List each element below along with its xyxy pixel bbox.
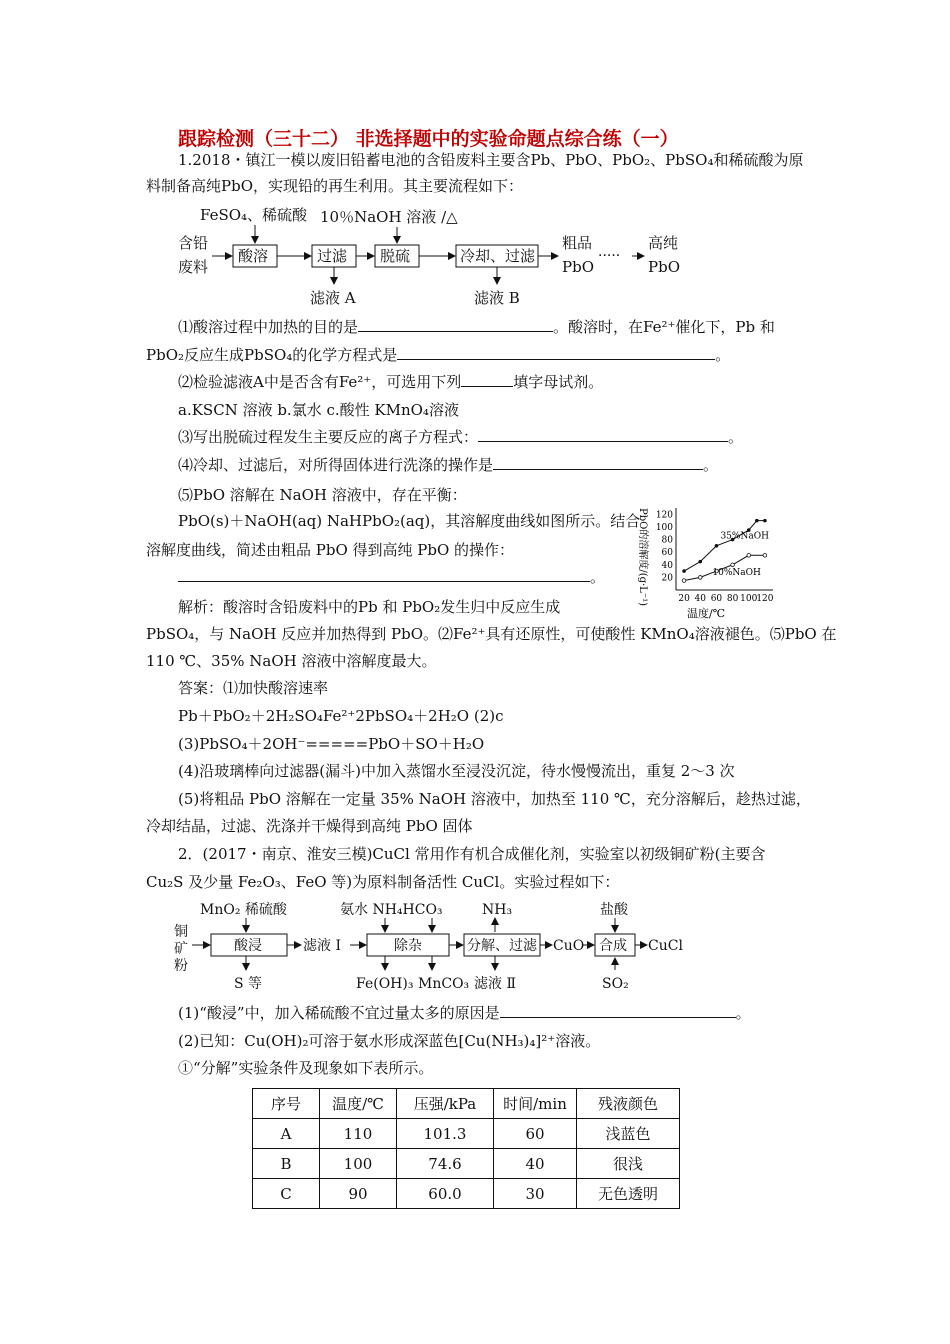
table-cell: C — [253, 1179, 320, 1209]
decomposition-table — [252, 1088, 680, 1209]
chart-point — [747, 554, 751, 558]
q2-flow-diagram — [170, 898, 730, 998]
q2-part1-line — [178, 1003, 751, 1023]
table-cell: 101.3 — [397, 1119, 494, 1149]
table-header-row — [253, 1089, 680, 1119]
q1-intro-line2: 料制备高纯PbO，实现铅的再生利用。其主要流程如下： — [146, 177, 523, 195]
q1-solution-line2: PbSO₄，与 NaOH 反应并加热得到 PbO。⑵Fe²⁺具有还原性，可使酸性 KMnO₄溶液褪色。⑸PbO 在 — [146, 625, 837, 643]
chart-x-tick-label: 40 — [694, 594, 706, 604]
q1-flow-filtrate-a: 滤液 A — [310, 289, 356, 307]
q2-flow-reagent-3: NH₃ — [482, 902, 513, 918]
q1-flow-raw-1: 含铅 — [178, 234, 209, 252]
chart-point — [698, 560, 702, 564]
chart-y-tick-label: 40 — [661, 560, 673, 571]
q1-part2-line — [178, 372, 603, 392]
chart-point — [763, 519, 767, 523]
q1-part5-line4 — [178, 567, 605, 587]
chart-y-tick-label: 60 — [661, 548, 673, 559]
q1-flow-filtrate-b: 滤液 B — [474, 289, 520, 307]
table-row — [253, 1119, 680, 1149]
q1-part4-text-a: ⑷冷却、过滤后，对所得固体进行洗涤的操作是 — [178, 456, 494, 474]
q2-flow-step-1: 酸浸 — [234, 938, 262, 954]
q1-part4-line — [178, 455, 718, 475]
q1-flow-crude-1: 粗品 — [562, 234, 593, 252]
q1-part5-line2: PbO(s)＋NaOH(aq) NaHPbO₂(aq)，其溶解度曲线如图所示。结合 — [178, 512, 641, 530]
chart-point — [763, 554, 767, 558]
chart-y-tick-label: 20 — [661, 573, 673, 584]
q1-part3-text-b: 。 — [728, 428, 744, 446]
table-cell: 60 — [494, 1119, 577, 1149]
q1-answer-5b: 冷却结晶，过滤、洗涤并干燥得到高纯 PbO 固体 — [146, 817, 473, 835]
q1-part2-text-b: 填字母试剂。 — [513, 373, 604, 391]
q1-flow-pure-2: PbO — [648, 258, 680, 276]
table-cell: 40 — [494, 1149, 577, 1179]
q1-flow-pure-1: 高纯 — [648, 234, 679, 252]
q1-part1-text-b: 。酸溶时，在Fe²⁺催化下，Pb 和 — [553, 318, 775, 336]
chart-y-tick-label: 120 — [655, 510, 673, 521]
q2-part2-sub1: ①“分解”实验条件及现象如下表所示。 — [178, 1059, 434, 1077]
table-cell: 无色透明 — [577, 1179, 680, 1209]
table-row — [253, 1149, 680, 1179]
solubility-chart — [628, 502, 778, 620]
q2-flow-filtrate-1: 滤液 Ⅰ — [303, 938, 341, 954]
table-cell: B — [253, 1149, 320, 1179]
table-header-cell: 序号 — [253, 1089, 320, 1119]
q1-flow-step-1: 酸溶 — [238, 247, 269, 265]
q1-part1-line2 — [146, 345, 730, 365]
q2-flow-step-2: 除杂 — [394, 938, 422, 954]
chart-x-label: 温度/℃ — [686, 607, 726, 620]
table-cell: 90 — [320, 1179, 397, 1209]
chart-x-tick-label: 20 — [678, 594, 690, 604]
chart-point — [755, 519, 759, 523]
q1-answer-1: Pb＋PbO₂＋2H₂SO₄Fe²⁺2PbSO₄＋2H₂O (2)c — [178, 707, 504, 725]
table-cell: 浅蓝色 — [577, 1119, 680, 1149]
q1-part3-line — [178, 427, 743, 447]
page-title: 跟踪检测（三十二） 非选择题中的实验命题点综合练（一） — [178, 128, 679, 150]
q2-flow-so2: SO₂ — [602, 976, 629, 992]
q1-part5-text-d: 。 — [590, 568, 606, 586]
q1-flow-raw-2: 废料 — [178, 258, 209, 276]
chart-x-tick-label: 60 — [710, 594, 723, 604]
table-cell: 74.6 — [397, 1149, 494, 1179]
q1-solution-line1: 解析：酸溶时含铅废料中的Pb 和 PbO₂发生归中反应生成 — [178, 598, 561, 616]
q2-flow-reagent-2: 氨水 NH₄HCO₃ — [340, 902, 443, 918]
chart-x-tick-label: 120 — [756, 594, 774, 604]
q2-flow-reagent-1: MnO₂ 稀硫酸 — [200, 902, 287, 918]
q1-part5-blank[interactable] — [178, 567, 590, 582]
table-cell: 30 — [494, 1179, 577, 1209]
q2-flow-product: CuCl — [648, 938, 683, 954]
q1-part5-line1: ⑸PbO 溶解在 NaOH 溶液中，存在平衡： — [178, 486, 467, 504]
q2-flow-filtrate-2: 滤液 Ⅱ — [474, 976, 516, 992]
chart-point — [731, 563, 735, 567]
q1-answer-4: (4)沿玻璃棒向过滤器(漏斗)中加入蒸馏水至浸没沉淀，待水慢慢流出，重复 2～3 次 — [178, 762, 735, 780]
q1-flow-diagram — [170, 200, 730, 315]
chart-point — [682, 579, 686, 583]
table-row — [253, 1179, 680, 1209]
q2-part2-line: (2)已知：Cu(OH)₂可溶于氨水形成深蓝色[Cu(NH₃)₄]²⁺溶液。 — [178, 1032, 601, 1050]
table-header-cell: 残液颜色 — [577, 1089, 680, 1119]
q1-answer-header: 答案：⑴加快酸溶速率 — [178, 679, 329, 697]
q1-part5-line3: 溶解度曲线，简述由粗品 PbO 得到高纯 PbO 的操作： — [146, 541, 515, 559]
table-cell: A — [253, 1119, 320, 1149]
q1-answer-5a: (5)将粗品 PbO 溶解在一定量 35% NaOH 溶液中，加热至 110 ℃，充分溶解后，趁热过滤， — [178, 790, 811, 808]
q2-flow-reagent-4: 盐酸 — [600, 902, 628, 918]
q1-intro-line1: 1.2018・镇江一模以废旧铅蓄电池的含铅废料主要含Pb、PbO、PbO₂、PbSO₄和稀硫酸为原 — [178, 151, 804, 169]
q1-flow-reagent-1: FeSO₄、稀硫酸 — [200, 206, 308, 224]
q1-flow-crude-2: PbO — [562, 258, 594, 276]
q1-part1-line1 — [178, 317, 775, 337]
chart-point — [698, 576, 702, 580]
table-cell: 60.0 — [397, 1179, 494, 1209]
chart-series-line — [684, 521, 765, 571]
q1-part1-text-c: PbO₂反应生成PbSO₄的化学方程式是 — [146, 346, 398, 364]
q1-solution-line3: 110 ℃、35% NaOH 溶液中溶解度最大。 — [146, 652, 437, 670]
chart-x-tick-label: 80 — [726, 594, 739, 604]
q2-intro-line2: Cu₂S 及少量 Fe₂O₃、FeO 等)为原料制备活性 CuCl。实验过程如下： — [146, 873, 620, 891]
q2-flow-byproduct-1: S 等 — [234, 976, 263, 992]
table-cell: 100 — [320, 1149, 397, 1179]
q1-flow-step-4: 冷却、过滤 — [460, 247, 536, 265]
q1-part1-text-d: 。 — [715, 346, 731, 364]
chart-series-label: 35%NaOH — [720, 531, 769, 542]
q1-part3-blank[interactable] — [478, 427, 728, 442]
q1-part1-text-a: ⑴酸溶过程中加热的目的是 — [178, 318, 359, 336]
q1-flow-dots: ····· — [598, 248, 621, 264]
q1-part1-blank-1[interactable] — [358, 317, 553, 332]
q1-part2-options: a.KSCN 溶液 b.氯水 c.酸性 KMnO₄溶液 — [178, 401, 459, 419]
q1-part2-text-a: ⑵检验滤液A中是否含有Fe²⁺，可选用下列 — [178, 373, 462, 391]
q1-part1-blank-2[interactable] — [397, 345, 715, 360]
q1-flow-step-2: 过滤 — [317, 247, 348, 265]
q1-answer-3: (3)PbSO₄＋2OH⁻=====PbO＋SO＋H₂O — [178, 735, 485, 753]
q2-flow-cuo: CuO — [553, 938, 585, 954]
q1-flow-step-3: 脱硫 — [380, 247, 411, 265]
chart-y-label: PbO的溶解度/(g·L⁻¹) — [637, 508, 648, 607]
q1-part3-text-a: ⑶写出脱硫过程发生主要反应的离子方程式： — [178, 428, 479, 446]
q2-flow-raw-1: 铜 — [174, 924, 188, 940]
table-cell: 很浅 — [577, 1149, 680, 1179]
q2-part1-blank[interactable] — [500, 1003, 736, 1018]
chart-x-tick-label: 100 — [740, 594, 758, 604]
chart-series-label: 10%NaOH — [712, 567, 761, 578]
q2-flow-byproduct-3: MnCO₃ — [418, 976, 470, 992]
chart-y-tick-label: 80 — [661, 535, 673, 546]
chart-point — [715, 544, 719, 548]
q2-intro-line1: 2．(2017・南京、淮安三模)CuCl 常用作有机合成催化剂，实验室以初级铜矿粉(主要含 — [178, 845, 766, 863]
table-header-cell: 压强/kPa — [397, 1089, 494, 1119]
q1-part2-blank[interactable] — [461, 372, 513, 387]
table-header-cell: 时间/min — [494, 1089, 577, 1119]
q2-flow-step-3: 分解、过滤 — [467, 938, 537, 954]
q2-flow-raw-2: 矿 — [174, 941, 188, 957]
q2-flow-byproduct-2: Fe(OH)₃ — [356, 976, 414, 992]
table-cell: 110 — [320, 1119, 397, 1149]
q2-part1-text-b: 。 — [735, 1004, 751, 1022]
q2-flow-raw-3: 粉 — [174, 958, 188, 974]
q2-part1-text-a: (1)“酸浸”中，加入稀硫酸不宜过量太多的原因是 — [178, 1004, 500, 1022]
table-header-cell: 温度/℃ — [320, 1089, 397, 1119]
q1-part4-text-b: 。 — [703, 456, 719, 474]
q2-flow-step-4: 合成 — [599, 938, 627, 954]
chart-y-tick-label: 100 — [655, 522, 673, 533]
q1-flow-reagent-2: 10％NaOH 溶液 /△ — [320, 208, 458, 226]
q1-part4-blank[interactable] — [493, 455, 703, 470]
chart-point — [682, 569, 686, 573]
